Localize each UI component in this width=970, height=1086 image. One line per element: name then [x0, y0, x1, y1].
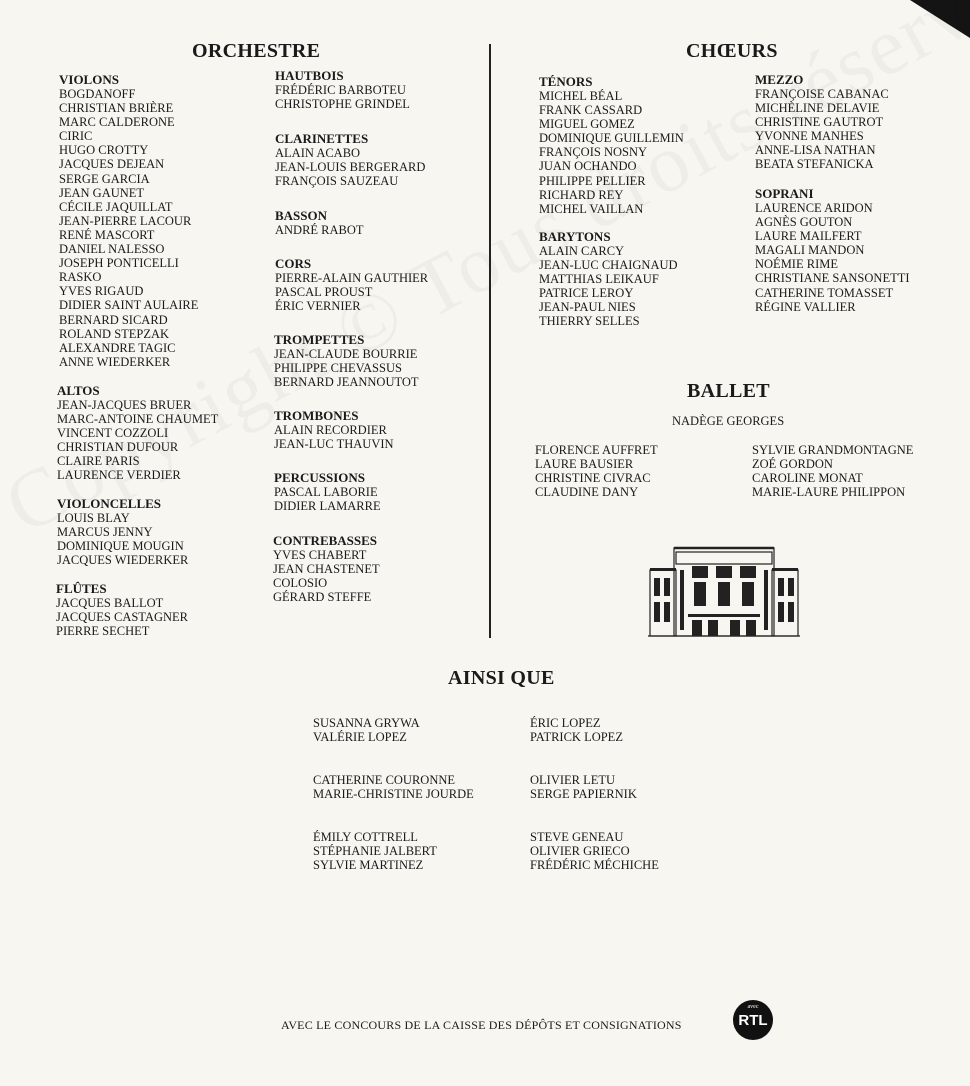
section-cors	[275, 257, 428, 313]
ballet-title: BALLET	[687, 380, 770, 402]
name-list	[274, 423, 394, 451]
person-name: JACQUES DEJEAN	[59, 157, 165, 172]
name-list	[57, 511, 188, 567]
ainsi-que-title: AINSI QUE	[448, 667, 555, 689]
person-name: LAURE MAILFERT	[755, 229, 862, 244]
person-name: BERNARD JEANNOUTOT	[274, 375, 419, 390]
person-name: BERNARD SICARD	[59, 312, 168, 327]
person-name: FRANÇOIS SAUZEAU	[275, 174, 399, 189]
ainsi-que-group-3-right	[530, 830, 659, 872]
person-name: DIDIER LAMARRE	[274, 499, 381, 514]
orchestre-title: ORCHESTRE	[192, 40, 321, 62]
person-name: CLAIRE PARIS	[57, 454, 140, 469]
person-name: ANNE WIEDERKER	[59, 354, 171, 369]
person-name: CLAUDINE DANY	[535, 485, 639, 500]
person-name: DOMINIQUE GUILLEMIN	[539, 131, 684, 146]
section-heading: FLÛTES	[56, 581, 107, 596]
section-heading: TROMPETTES	[274, 332, 365, 347]
name-list	[274, 485, 381, 513]
person-name: FRANÇOISE CABANAC	[755, 87, 889, 101]
person-name: DIDIER SAINT AULAIRE	[59, 298, 199, 313]
person-name: ZOÉ GORDON	[752, 457, 833, 472]
person-name: SYLVIE GRANDMONTAGNE	[752, 443, 914, 457]
section-basson	[275, 209, 364, 237]
person-name: MARIE-LAURE PHILIPPON	[752, 485, 906, 500]
name-list	[755, 201, 910, 314]
name-list	[275, 223, 364, 237]
name-list	[539, 244, 678, 329]
section-clarinettes	[275, 132, 425, 188]
person-name: JEAN-JACQUES BRUER	[57, 398, 192, 412]
person-name: GÉRARD STEFFE	[273, 590, 372, 605]
person-name: ÉRIC VERNIER	[275, 299, 361, 314]
person-name: PIERRE-ALAIN GAUTHIER	[275, 271, 429, 285]
name-list	[530, 716, 623, 744]
name-list	[273, 548, 380, 604]
person-name: BOGDANOFF	[59, 87, 136, 101]
person-name: JUAN OCHANDO	[539, 159, 637, 174]
person-name: VINCENT COZZOLI	[57, 426, 169, 441]
section-mezzo	[755, 73, 889, 172]
person-name: JEAN-LUC CHAIGNAUD	[539, 258, 678, 273]
section-heading: VIOLONCELLES	[57, 496, 162, 511]
torn-corner	[910, 0, 970, 38]
person-name: MIGUEL GOMEZ	[539, 117, 635, 132]
person-name: PATRICE LEROY	[539, 286, 634, 301]
ainsi-que-group-1-left	[313, 716, 420, 744]
person-name: HUGO CROTTY	[59, 143, 149, 158]
name-list	[59, 87, 198, 369]
section-trompettes	[274, 333, 419, 389]
person-name: SUSANNA GRYWA	[313, 716, 420, 730]
person-name: PIERRE SECHET	[56, 624, 150, 639]
ainsi-que-group-3-left	[313, 830, 437, 872]
person-name: ROLAND STEPZAK	[59, 326, 170, 341]
person-name: YVES CHABERT	[273, 548, 367, 562]
section-heading: BARYTONS	[539, 229, 611, 244]
person-name: MATTHIAS LEIKAUF	[539, 272, 659, 287]
person-name: ANNE-LISA NATHAN	[755, 143, 876, 158]
person-name: FRANÇOIS NOSNY	[539, 145, 648, 160]
section-heading: SOPRANI	[755, 186, 814, 201]
person-name: FRÉDÉRIC MÉCHICHE	[530, 858, 659, 873]
person-name: JACQUES CASTAGNER	[56, 610, 189, 625]
person-name: LOUIS BLAY	[57, 511, 130, 525]
person-name: SERGE PAPIERNIK	[530, 787, 637, 802]
person-name: CATHERINE COURONNE	[313, 773, 456, 787]
person-name: CHRISTIANE SANSONETTI	[755, 271, 910, 286]
person-name: MARIE-CHRISTINE JOURDE	[313, 787, 474, 802]
person-name: PHILIPPE PELLIER	[539, 173, 646, 188]
person-name: THIERRY SELLES	[539, 314, 640, 329]
theatre-building-illustration	[648, 544, 800, 638]
section-barytons	[539, 230, 678, 329]
ainsi-que-group-2-right	[530, 773, 637, 801]
person-name: CHRISTOPHE GRINDEL	[275, 97, 410, 112]
name-list	[56, 596, 188, 638]
person-name: OLIVIER LETU	[530, 773, 616, 787]
person-name: STÉPHANIE JALBERT	[313, 844, 437, 859]
person-name: ALAIN CARCY	[539, 244, 625, 258]
person-name: CAROLINE MONAT	[752, 471, 863, 486]
person-name: SYLVIE MARTINEZ	[313, 858, 424, 873]
section-heading: ALTOS	[57, 383, 100, 398]
rtl-logo	[733, 1000, 773, 1040]
person-name: CHRISTINE GAUTROT	[755, 115, 884, 130]
person-name: PHILIPPE CHEVASSUS	[274, 361, 402, 376]
person-name: FLORENCE AUFFRET	[535, 443, 658, 457]
person-name: JEAN-LUC THAUVIN	[274, 437, 394, 452]
name-list	[535, 443, 658, 499]
section-contrebasses	[273, 534, 380, 604]
ainsi-que-group-2-left	[313, 773, 474, 801]
name-list	[275, 271, 428, 313]
person-name: CÉCILE JAQUILLAT	[59, 199, 173, 214]
section-soprani	[755, 187, 910, 314]
ballet-right-column	[752, 443, 913, 499]
section-trombones	[274, 409, 394, 451]
section-heading: VIOLONS	[59, 72, 119, 87]
section-heading: CLARINETTES	[275, 131, 369, 146]
person-name: JEAN-CLAUDE BOURRIE	[274, 347, 418, 361]
person-name: VALÉRIE LOPEZ	[313, 730, 407, 745]
person-name: MICHEL VAILLAN	[539, 201, 644, 216]
person-name: YVONNE MANHES	[755, 129, 864, 144]
person-name: RASKO	[59, 270, 102, 285]
section-heading: CORS	[275, 256, 312, 271]
name-list	[57, 398, 218, 483]
name-list	[755, 87, 889, 172]
name-list	[539, 89, 684, 216]
person-name: DANIEL NALESSO	[59, 242, 165, 257]
rtl-logo-avec: avec	[747, 1004, 759, 1010]
person-name: CHRISTIAN DUFOUR	[57, 440, 179, 455]
person-name: MICHEL BÉAL	[539, 89, 623, 103]
section-heading: PERCUSSIONS	[274, 470, 366, 485]
person-name: STEVE GENEAU	[530, 830, 624, 844]
person-name: FRANK CASSARD	[539, 103, 643, 118]
person-name: FRÉDÉRIC BARBOTEU	[275, 83, 406, 97]
person-name: ALEXANDRE TAGIC	[59, 340, 176, 355]
person-name: JEAN CHASTENET	[273, 562, 380, 577]
person-name: RENÉ MASCORT	[59, 227, 155, 242]
person-name: ALAIN ACABO	[275, 146, 361, 160]
name-list	[275, 146, 425, 188]
person-name: PATRICK LOPEZ	[530, 730, 623, 745]
person-name: NOÉMIE RIME	[755, 257, 838, 272]
person-name: MARC-ANTOINE CHAUMET	[57, 412, 219, 427]
ballet-lead-dancer: NADÈGE GEORGES	[672, 414, 785, 428]
name-list	[752, 443, 913, 499]
name-list	[275, 83, 410, 111]
name-list	[274, 347, 419, 389]
rtl-logo-text: RTL	[738, 1012, 768, 1029]
section-altos	[57, 384, 218, 483]
person-name: JEAN-PAUL NIES	[539, 300, 636, 315]
person-name: JEAN-PIERRE LACOUR	[59, 213, 192, 228]
section-heading: MEZZO	[755, 72, 804, 87]
person-name: CHRISTIAN BRIÈRE	[59, 101, 174, 116]
person-name: RÉGINE VALLIER	[755, 299, 856, 314]
person-name: MARC CALDERONE	[59, 115, 175, 130]
section-hautbois	[275, 69, 410, 111]
person-name: DOMINIQUE MOUGIN	[57, 539, 184, 554]
choeurs-title: CHŒURS	[686, 40, 778, 62]
name-list	[530, 773, 637, 801]
section-tenors	[539, 75, 684, 216]
section-violoncelles	[57, 497, 188, 567]
name-list	[313, 716, 420, 744]
person-name: LAURE BAUSIER	[535, 457, 634, 472]
sponsor-credit: AVEC LE CONCOURS DE LA CAISSE DES DÉPÔTS ET CONSIGNATIONS	[281, 1018, 682, 1032]
person-name: PASCAL LABORIE	[274, 485, 378, 499]
ainsi-que-group-1-right	[530, 716, 623, 744]
person-name: OLIVIER GRIECO	[530, 844, 630, 859]
person-name: RICHARD REY	[539, 187, 624, 202]
name-list	[530, 830, 659, 872]
section-heading: TÉNORS	[539, 74, 593, 89]
person-name: ANDRÉ RABOT	[275, 223, 364, 237]
person-name: CIRIC	[59, 129, 93, 144]
person-name: JEAN GAUNET	[59, 185, 145, 200]
person-name: YVES RIGAUD	[59, 284, 144, 299]
person-name: ÉRIC LOPEZ	[530, 716, 601, 730]
person-name: BEATA STEFANICKA	[755, 157, 874, 172]
person-name: CHRISTINE CIVRAC	[535, 471, 651, 486]
section-percussions	[274, 471, 381, 513]
section-heading: TROMBONES	[274, 408, 359, 423]
person-name: SERGE GARCIA	[59, 171, 150, 186]
name-list	[313, 830, 437, 872]
person-name: ÉMILY COTTRELL	[313, 830, 418, 844]
person-name: LAURENCE ARIDON	[755, 201, 873, 215]
person-name: MICHÈLINE DELAVIE	[755, 101, 880, 116]
person-name: JACQUES BALLOT	[56, 596, 164, 610]
section-heading: CONTREBASSES	[273, 533, 378, 548]
section-heading: HAUTBOIS	[275, 68, 344, 83]
section-violons	[59, 73, 198, 369]
person-name: LAURENCE VERDIER	[57, 468, 181, 483]
section-heading: BASSON	[275, 208, 328, 223]
person-name: ALAIN RECORDIER	[274, 423, 387, 437]
person-name: JOSEPH PONTICELLI	[59, 256, 179, 271]
person-name: MAGALI MANDON	[755, 243, 865, 258]
person-name: JACQUES WIEDERKER	[57, 553, 189, 568]
section-flutes	[56, 582, 188, 638]
name-list	[313, 773, 474, 801]
ballet-left-column	[535, 443, 658, 499]
person-name: CATHERINE TOMASSET	[755, 285, 894, 300]
person-name: JEAN-LOUIS BERGERARD	[275, 160, 426, 175]
person-name: AGNÈS GOUTON	[755, 215, 853, 230]
column-divider	[489, 44, 491, 638]
person-name: MARCUS JENNY	[57, 525, 153, 540]
person-name: COLOSIO	[273, 576, 328, 591]
person-name: PASCAL PROUST	[275, 285, 373, 300]
